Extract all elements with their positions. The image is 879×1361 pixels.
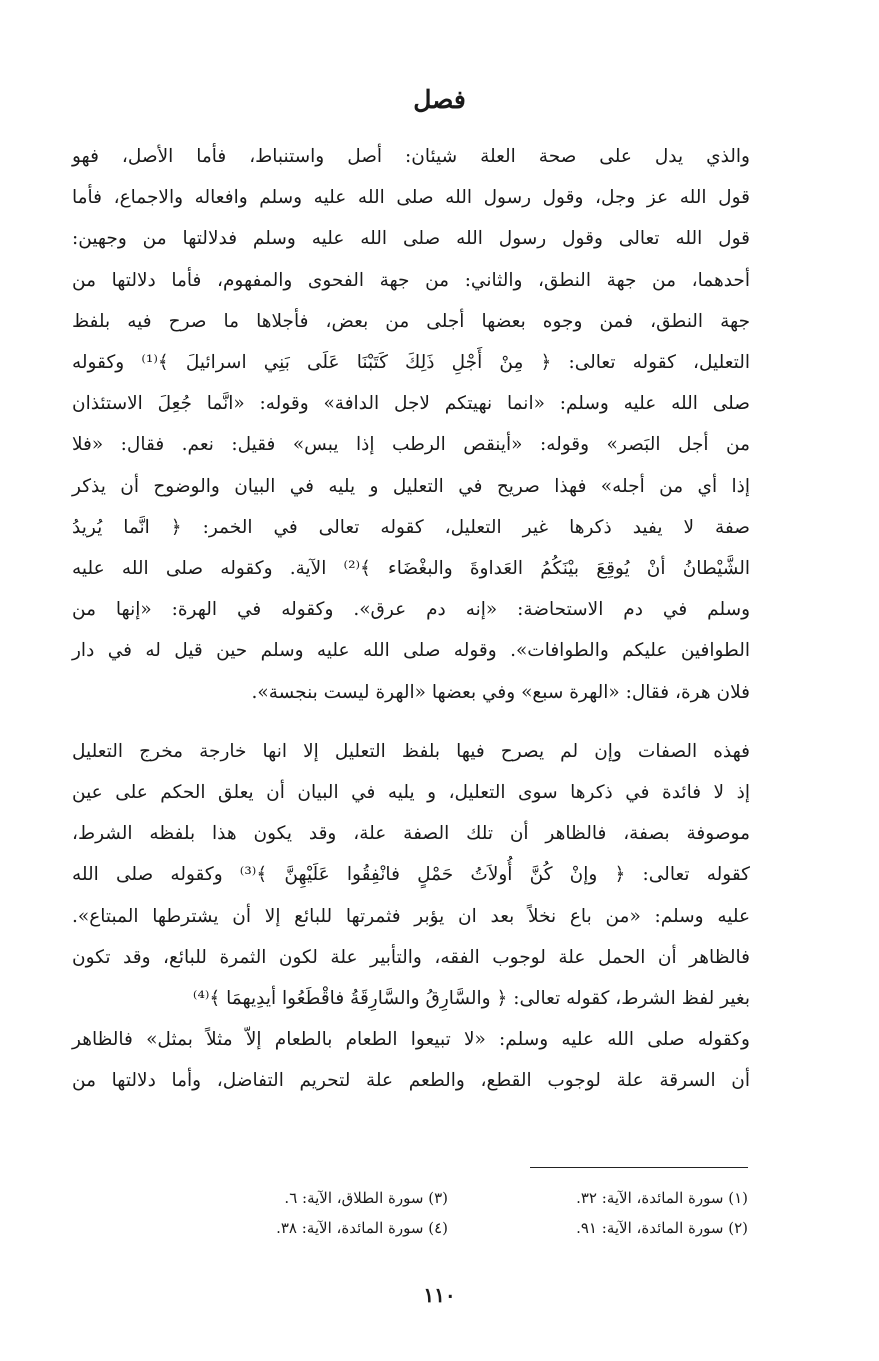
text-line: عليه وسلم: «من باع نخلاً بعد ان يؤبر فثمرتها للبائع إلا أن يشترطها المبتاع». [72,905,750,927]
text-line: وسلم في دم الاستحاضة: «إنه دم عرق». وكقوله في الهرة: «إنها من [72,599,750,621]
section-heading: فصل [413,85,466,114]
text-line: أن السرقة علة لوجوب القطع، والطعم علة لتحريم التفاضل، وأما دلالتها من [72,1070,750,1092]
text-line: قول الله تعالى وقول رسول الله صلى الله عليه وسلم فدلالتها من وجهين: [72,228,750,250]
text-line: الشَّيْطانُ أنْ يُوقِعَ بيْنَكُمُ العَداوةَ والبغْضَاء ﴾⁽²⁾ الآية. وكقوله صلى الله عليه [72,558,750,580]
text-line: وكقوله صلى الله عليه وسلم: «لا تبيعوا الطعام بالطعام إلاّ مثلاً بمثل» فالظاهر [72,1029,750,1051]
footnote-2: (٢) سورة المائدة، الآية: ٩١. [576,1219,748,1237]
paragraph-2 [72,731,750,1102]
text-line: قول الله عز وجل، وقول رسول الله صلى الله عليه وسلم وافعاله والاجماع، فأما [72,187,750,209]
text-line: فهذه الصفات وإن لم يصرح فيها بلفظ التعليل إلا انها خارجة مخرج التعليل [72,740,750,762]
text-line: والذي يدل على صحة العلة شيئان: أصل واستنباط، فأما الأصل، فهو [72,146,750,167]
text-line: من أجل البَصر» وقوله: «أينقص الرطب إذا يبس» فقيل: نعم. فقال: «فلا [72,434,750,456]
text-line: موصوفة بصفة، فالظاهر أن تلك الصفة علة، وقد يكون هذا بلفظه الشرط، [72,823,750,845]
text-line: بغير لفظ الشرط، كقوله تعالى: ﴿ والسَّارِقُ والسَّارِقَةُ فاقْطَعُوا أيدِيهمَا ﴾⁽⁴⁾ [192,988,750,1010]
text-line: أحدهما، من جهة النطق، والثاني: من جهة الفحوى والمفهوم، فأما دلالتها من [72,269,750,291]
footnote-4: (٤) سورة المائدة، الآية: ٣٨. [276,1219,448,1237]
text-line: التعليل، كقوله تعالى: ﴿ مِنْ أَجْلِ ذَلِكَ كَتَبْنَا عَلَى بَنِي اسرائيلَ ﴾⁽¹⁾ وكقوله [72,352,750,374]
text-line: صلى الله عليه وسلم: «انما نهيتكم لاجل الدافة» وقوله: «انَّما جُعِلَ الاستئذان [72,393,750,415]
footnote-1: (١) سورة المائدة، الآية: ٣٢. [576,1189,748,1207]
text-line: الطوافين عليكم والطوافات». وقوله صلى الله عليه وسلم حين قيل له في دار [72,640,750,662]
footnote-3: (٣) سورة الطلاق، الآية: ٦. [284,1189,448,1207]
page-number: ١١٠ [423,1283,456,1307]
text-line: صفة لا يفيد ذكرها غير التعليل، كقوله تعالى في الخمر: ﴿ انَّما يُريدُ [72,516,750,538]
text-line: فلان هرة، فقال: «الهرة سبع» وفي بعضها «الهرة ليست بنجسة». [251,681,750,703]
paragraph-gap [72,713,750,731]
text-line: إذ لا فائدة في ذكرها سوى التعليل، و يليه في البيان أن يعلق الحكم على عين [72,782,750,804]
text-line: جهة النطق، فمن وجوه بعضها أجلى من بعض، فأجلاها ما صرح فيه بلفظ [72,310,750,332]
paragraph-1 [72,136,750,713]
text-line: كقوله تعالى: ﴿ وإنْ كُنَّ أُولاَتُ حَمْلٍ فانْفِقُوا عَلَيْهِنَّ ﴾⁽³⁾ وكقوله صلى الله [72,864,750,886]
main-text [72,136,750,1102]
text-line: فالظاهر أن الحمل علة لوجوب الفقه، والتأبير علة لكون الثمرة للبائع، وقد تكون [72,946,750,968]
footnote-divider [530,1167,748,1168]
text-line: إذا أي من أجله» فهذا صريح في التعليل و يليه في البيان والوضوح أن يذكر [72,475,750,497]
